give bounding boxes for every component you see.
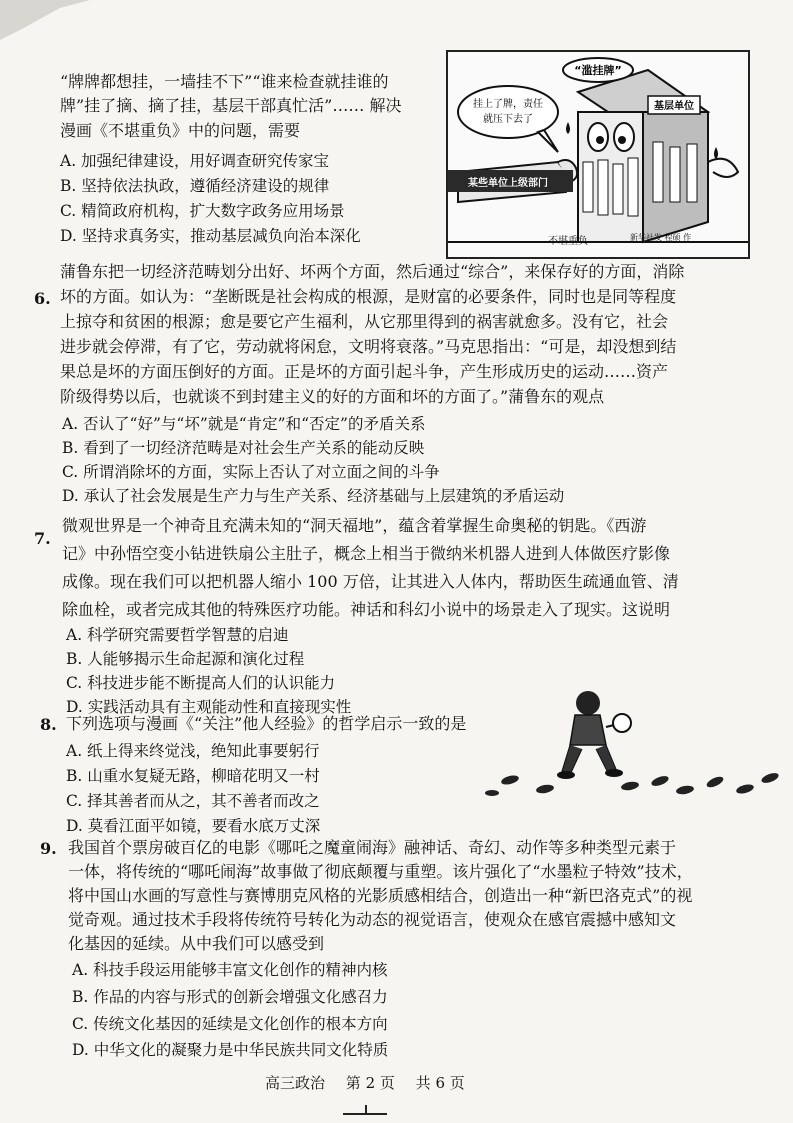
q7-number: 7. — [34, 529, 51, 548]
q9-line-2: 一体，将传统的“哪吒闹海”故事做了彻底颠覆与重塑。该片强化了“水墨粒子特效”技术， — [68, 862, 693, 881]
q5-option-d: D. 坚持求真务实，推动基层减负向治本深化 — [60, 227, 361, 245]
q5-option-c: C. 精简政府机构，扩大数字政务应用场景 — [60, 202, 345, 220]
q7-line-4: 除血栓，或者完成其他的特殊医疗功能。神话和科幻小说中的场景走入了现实。这说明 — [62, 600, 671, 619]
binding-mark-tick — [365, 1105, 367, 1115]
q8-option-b: B. 山重水复疑无路，柳暗花明又一村 — [66, 767, 320, 785]
q6-line-1: 蒲鲁东把一切经济范畴划分出好、坏两个方面，然后通过“综合”，来保存好的方面，消除 — [60, 262, 685, 281]
q7-option-a: A. 科学研究需要哲学智慧的启迪 — [66, 626, 289, 644]
q6-line-2: 坏的方面。如认为：“垄断既是社会构成的根源，是财富的必要条件，同时也是同等程度 — [60, 287, 677, 306]
cartoon-credit: 新华社发 程硕 作 — [630, 233, 692, 242]
q9-line-5: 化基因的延续。从中我们可以感受到 — [68, 934, 325, 953]
q6-number: 6. — [34, 289, 51, 308]
q9-line-4: 觉奇观。通过技术手段将传统符号转化为动态的视觉语言，使观众在感官震撼中感知文 — [68, 910, 677, 929]
q9-option-a: A. 科技手段运用能够丰富文化创作的精神内核 — [72, 961, 388, 979]
q7-line-3: 成像。现在我们可以把机器人缩小 100 万倍，让其进入人体内，帮助医生疏通血管、清 — [62, 572, 679, 591]
q6-option-c: C. 所谓消除坏的方面，实际上否认了对立面之间的斗争 — [62, 463, 440, 481]
q6-line-5: 果总是坏的方面压倒好的方面。正是坏的方面引起斗争，产生形成历史的运动……资产 — [60, 362, 669, 381]
cartoon-caption: 不堪重负 — [548, 236, 588, 247]
cartoon-footprints — [470, 685, 793, 810]
q9-line-3: 将中国山水画的写意性与赛博朋克风格的光影质感相结合，创造出一种“新巴洛克式”的视 — [68, 886, 693, 905]
footer-subject: 高三政治 — [265, 1074, 326, 1092]
q5-option-a: A. 加强纪律建设，用好调查研究传家宝 — [60, 152, 330, 170]
q8-option-c: C. 择其善者而从之，其不善者而改之 — [66, 792, 320, 810]
q6-option-a: A. 否认了“好”与“坏”就是“肯定”和“否定”的矛盾关系 — [62, 415, 426, 433]
page-edge-shadow — [0, 0, 90, 40]
q5-line-3: 漫画《不堪重负》中的问题，需要 — [60, 121, 301, 140]
page-footer — [265, 1072, 481, 1093]
footer-page-number: 第 2 页 — [345, 1074, 395, 1092]
q9-number: 9. — [40, 839, 57, 858]
q5-line-2: 牌”挂了摘、摘了挂，基层干部真忙活”…… 解决 — [60, 96, 402, 115]
q6-line-4: 进步就会停滞，有了它，劳动就将闲怠，文明将衰落。”马克思指出：“可是，却没想到结 — [60, 337, 677, 356]
q5-line-1: “牌牌都想挂，一墙挂不下”“谁来检查就挂谁的 — [60, 72, 389, 91]
q8-option-d: D. 莫看江面平如镜，要看水底万丈深 — [66, 817, 321, 835]
cartoon-heavy-burden-drawing — [448, 52, 748, 257]
q6-option-b: B. 看到了一切经济范畴是对社会生产关系的能动反映 — [62, 439, 425, 457]
cartoon-bubble-top: “滥挂牌” — [574, 64, 622, 77]
q9-option-c: C. 传统文化基因的延续是文化创作的根本方向 — [72, 1015, 388, 1033]
q7-option-d: D. 实践活动具有主观能动性和直接现实性 — [66, 698, 352, 716]
q8-line-1: 下列选项与漫画《“关注”他人经验》的哲学启示一致的是 — [66, 714, 467, 733]
cartoon-roof-sign: 基层单位 — [654, 101, 694, 112]
q7-option-b: B. 人能够揭示生命起源和演化过程 — [66, 650, 305, 668]
cartoon-bubble-left-line2: 就压下去了 — [483, 114, 533, 125]
q9-option-b: B. 作品的内容与形式的创新会增强文化感召力 — [72, 988, 388, 1006]
q7-line-2: 记》中孙悟空变小钻进铁扇公主肚子，概念上相当于微纳米机器人进到人体做医疗影像 — [62, 544, 671, 563]
cartoon-hand-label: 某些单位上级部门 — [468, 178, 548, 189]
cartoon-bubble-left-line1: 挂上了牌，责任 — [473, 99, 543, 110]
q9-option-d: D. 中华文化的凝聚力是中华民族共同文化特质 — [72, 1041, 389, 1059]
q8-option-a: A. 纸上得来终觉浅，绝知此事要躬行 — [66, 742, 320, 760]
q6-option-d: D. 承认了社会发展是生产力与生产关系、经济基础与上层建筑的矛盾运动 — [62, 487, 565, 505]
cartoon-heavy-burden — [446, 50, 750, 259]
footer-total-pages: 共 6 页 — [415, 1074, 465, 1092]
q9-line-1: 我国首个票房破百亿的电影《哪吒之魔童闹海》融神话、奇幻、动作等多种类型元素于 — [68, 838, 677, 857]
q6-line-6: 阶级得势以后，也就谈不到封建主义的好的方面和坏的方面了。”蒲鲁东的观点 — [60, 387, 605, 406]
q7-option-c: C. 科技进步能不断提高人们的认识能力 — [66, 674, 336, 692]
q5-option-b: B. 坚持依法执政，遵循经济建设的规律 — [60, 177, 330, 195]
q7-line-1: 微观世界是一个神奇且充满未知的“洞天福地”，蕴含着掌握生命奥秘的钥匙。《西游 — [62, 516, 647, 535]
q6-line-3: 上掠夺和贫困的根源；愈是要它产生福利，从它那里得到的祸害就愈多。没有它，社会 — [60, 312, 669, 331]
q8-number: 8. — [40, 715, 57, 734]
